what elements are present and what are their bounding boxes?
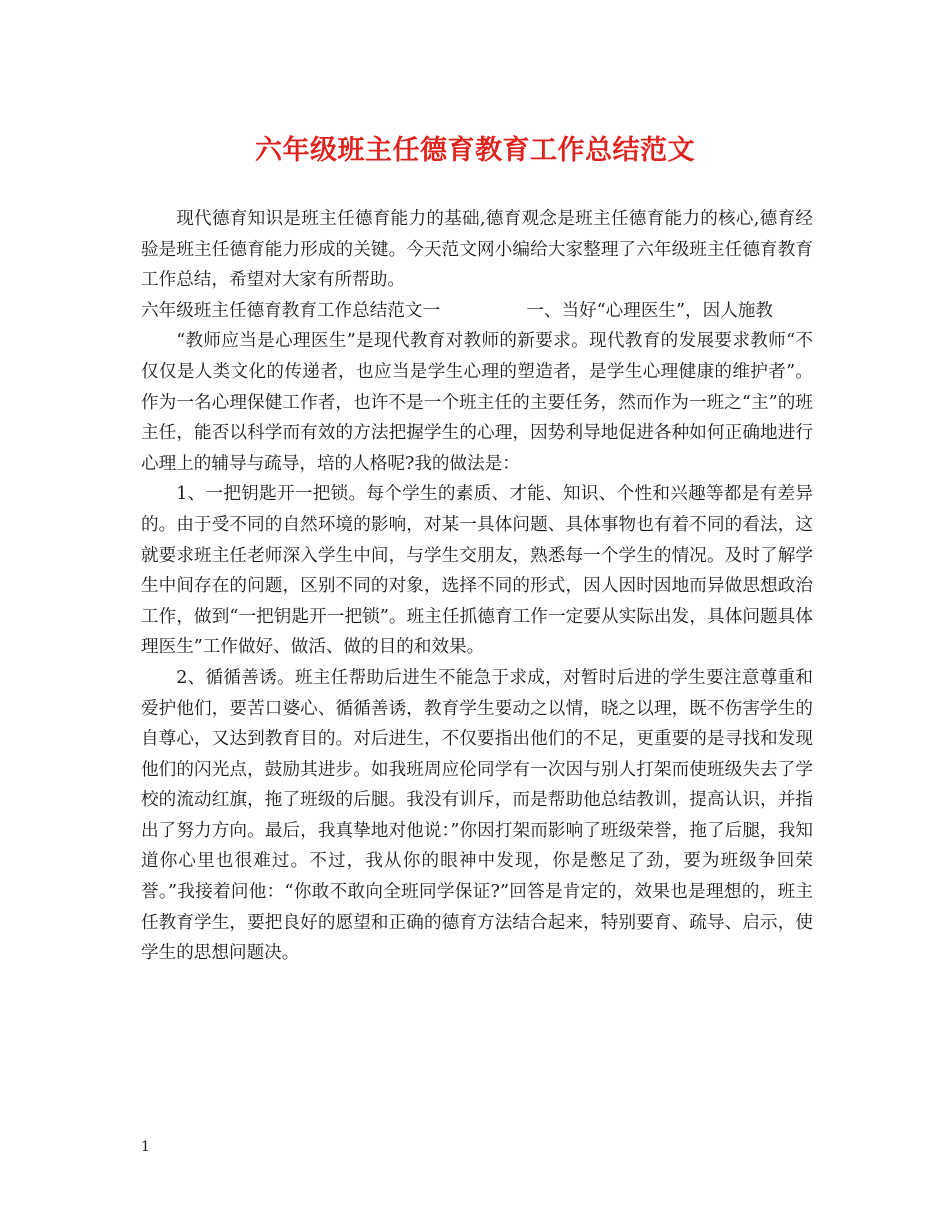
page-number: 1 bbox=[141, 1139, 150, 1155]
body-paragraph: “教师应当是心理医生”是现代教育对教师的新要求。现代教育的发展要求教师“不仅仅是人类文化的传递者，也应当是学生心理的塑造者，是学生心理健康的维护者”。作为一名心理保健工作者，也许不是一个班主任的主要任务，然而作为一班之“主”的班主任，能否以科学而有效的方法把握学生的心理，因势利导地促进各种如何正确地进行心理上的辅导与疏导，培的人格呢?我的做法是： bbox=[141, 331, 813, 474]
subsection-heading: 一、当好“心理医生”，因人施教 bbox=[526, 300, 773, 321]
intro-paragraph: 现代德育知识是班主任德育能力的基础,德育观念是班主任德育能力的核心,德育经验是班主任德育能力形成的关键。今天范文网小编给大家整理了六年级班主任德育教育工作总结，希望对大家有所帮助。 bbox=[141, 209, 813, 291]
body-paragraph: 1、一把钥匙开一把锁。每个学生的素质、才能、知识、个性和兴趣等都是有差异的。由于受不同的自然环境的影响，对某一具体问题、具体事物也有着不同的看法，这就要求班主任老师深入学生中间，与学生交朋友，熟悉每一个学生的情况。及时了解学生中间存在的问题，区别不同的对象，选择不同的形式，因人因时因地而异做思想政治工作，做到“一把钥匙开一把锁”。班主任抓德育工作一定要从实际出发，具体问题具体理医生”工作做好、做活、做的目的和效果。 bbox=[141, 484, 813, 658]
document-body bbox=[141, 204, 813, 969]
section-heading: 六年级班主任德育教育工作总结范文一 bbox=[141, 300, 441, 321]
body-paragraph: 2、循循善诱。班主任帮助后进生不能急于求成，对暂时后进的学生要注意尊重和爱护他们，要苦口婆心、循循善诱，教育学生要动之以情，晓之以理，既不伤害学生的自尊心，又达到教育目的。对后进生，不仅要指出他们的不足，更重要的是寻找和发现他们的闪光点，鼓励其进步。如我班周应伦同学有一次因与别人打架而使班级失去了学校的流动红旗，拖了班级的后腿。我没有训斥，而是帮助他总结教训，提高认识，并指出了努力方向。最后，我真挚地对他说：”你因打架而影响了班级荣誉，拖了后腿，我知道你心里也很难过。不过，我从你的眼神中发现，你是憋足了劲，要为班级争回荣誉。”我接着问他：“你敢不敢向全班同学保证?”回答是肯定的，效果也是理想的，班主任教育学生，要把良好的愿望和正确的德育方法结合起来，特别要育、疏导、启示，使学生的思想问题决。 bbox=[141, 667, 813, 964]
document-title: 六年级班主任德育教育工作总结范文 bbox=[255, 135, 695, 166]
section-heading-line bbox=[141, 296, 813, 327]
